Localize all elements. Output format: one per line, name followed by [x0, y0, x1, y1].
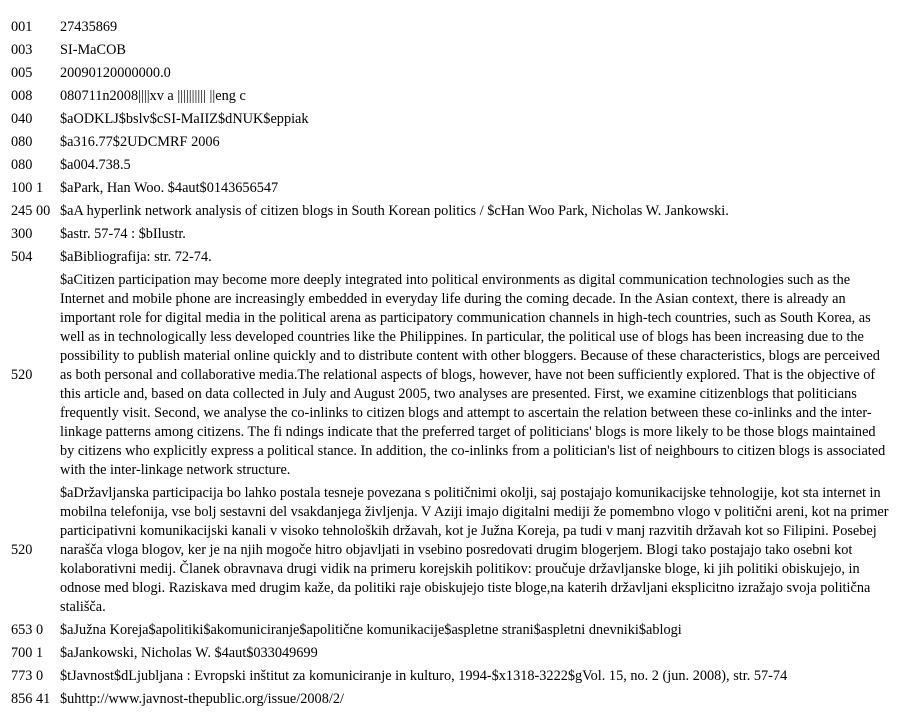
marc-field-row	[11, 108, 891, 131]
marc-field-row	[11, 85, 891, 108]
marc-field-row	[11, 642, 891, 665]
field-tag: 300	[11, 226, 33, 242]
field-content: $a004.738.5	[60, 157, 131, 173]
field-tag: 080	[11, 134, 33, 150]
field-content: $aODKLJ$bslv$cSI-MaIIZ$dNUK$eppiak	[60, 111, 309, 127]
field-tag: 520	[11, 367, 33, 383]
marc-field-row	[11, 246, 891, 269]
marc-field-row	[11, 688, 891, 711]
field-content: $aA hyperlink network analysis of citizen blogs in South Korean politics / $cHan Woo Park, Nicholas W. Jankowski.	[60, 203, 729, 219]
marc-field-row	[11, 269, 891, 482]
marc-field-row	[11, 177, 891, 200]
field-tag: 773 0	[11, 668, 44, 684]
marc-field-row	[11, 482, 891, 619]
field-tag: 003	[11, 42, 33, 58]
field-tag: 001	[11, 19, 33, 35]
marc-field-row	[11, 665, 891, 688]
field-tag: 008	[11, 88, 33, 104]
marc-field-row	[11, 39, 891, 62]
marc-field-row	[11, 16, 891, 39]
field-tag: 005	[11, 65, 33, 81]
field-tag: 100 1	[11, 180, 44, 196]
field-tag: 856 41	[11, 691, 51, 707]
field-content: $aPark, Han Woo. $4aut$0143656547	[60, 180, 279, 196]
field-content: $aBibliografija: str. 72-74.	[60, 249, 212, 265]
field-content: $aDržavljanska participacija bo lahko postala tesneje povezana s političnimi okolji, saj postajajo komunikacijske tehnologije, kot sta internet in mobilna telefonija, vse bolj sestavni del vsakdanjega življenja. V Aziji imajo digitalni mediji že pomembno vlogo v politični areni, kot na primer participativni komunikacijski kanali v visoko tehnoloških državah, kot je Južna Koreja, pa tudi v manj razvitih državah kot so Filipini. Posebej narašča vloga blogov, ker je na njih mogoče hitro objavljati in vsebino posredovati drugim blogerjem. Blogi tako postajajo tako osebni kot kolaborativni medij. Članek obravnava drugi vidik na primeru korejskih politikov: proučuje državljanske bloge, ki jih politiki obiskujejo, in odnose med blogi. Raziskava med drugim kaže, da politiki raje obiskujejo tiste bloge,na katerih državljani eksplicitno izražajo svoja politična stališča.	[60, 485, 889, 615]
field-content: $tJavnost$dLjubljana : Evropski inštitut za komuniciranje in kulturo, 1994-$x1318-3222$gVol. 15, no. 2 (jun. 2008), str. 57-74	[60, 668, 788, 684]
marc-field-row	[11, 619, 891, 642]
marc-field-row	[11, 62, 891, 85]
marc-field-row	[11, 200, 891, 223]
field-tag: 653 0	[11, 622, 44, 638]
field-content: SI-MaCOB	[60, 42, 126, 58]
field-content: 080711n2008||||xv a |||||||||| ||eng c	[60, 88, 246, 104]
marc-field-row	[11, 223, 891, 246]
field-content: 20090120000000.0	[60, 65, 171, 81]
field-tag: 245 00	[11, 203, 51, 219]
field-tag: 504	[11, 249, 33, 265]
field-tag: 080	[11, 157, 33, 173]
field-content: $uhttp://www.javnost-thepublic.org/issue/2008/2/	[60, 691, 344, 707]
field-tag: 040	[11, 111, 33, 127]
field-content: $aJužna Koreja$apolitiki$akomuniciranje$apolitične komunikacije$aspletne strani$aspletni dnevniki$ablogi	[60, 622, 682, 638]
field-content: $aCitizen participation may become more deeply integrated into political environments as digital communication technologies such as the Internet and mobile phone are increasingly embedded in everyday life during the coming decade. In the Asian context, there is already an important role for digital media in the political arena as participatory communication channels in high-tech countries, such as South Korea, as well as in technologically less developed countries like the Philippines. In particular, the political use of blogs has been increasing due to the possibility to publish material online quickly and to distribute content with other bloggers. Because of these characteristics, blogs are perceived as both personal and collaborative media.The relational aspects of blogs, however, have not been sufficiently explored. That is the objective of this article and, based on data collected in July and August 2005, two analyses are presented. First, we examine citizenblogs that politicians frequently visit. Second, we analyse the co-inlinks to citizen blogs and attempt to ascertain the relation between these co-inlinks and the inter-linkage patterns among citizens. The fi ndings indicate that the preferred target of politicians' blogs is more likely to be those blogs maintained by citizens who explicitly express a political stance. In addition, the co-inlinks from a politician's list of neighbours to citizen blogs is associated with the inter-linkage network structure.	[60, 272, 886, 478]
marc-field-row	[11, 154, 891, 177]
marc-field-row	[11, 131, 891, 154]
marc-record-table	[11, 16, 891, 711]
field-content: 27435869	[60, 19, 118, 35]
field-content: $astr. 57-74 : $bIlustr.	[60, 226, 186, 242]
field-tag: 700 1	[11, 645, 44, 661]
field-tag: 520	[11, 542, 33, 558]
field-content: $aJankowski, Nicholas W. $4aut$033049699	[60, 645, 318, 661]
field-content: $a316.77$2UDCMRF 2006	[60, 134, 220, 150]
